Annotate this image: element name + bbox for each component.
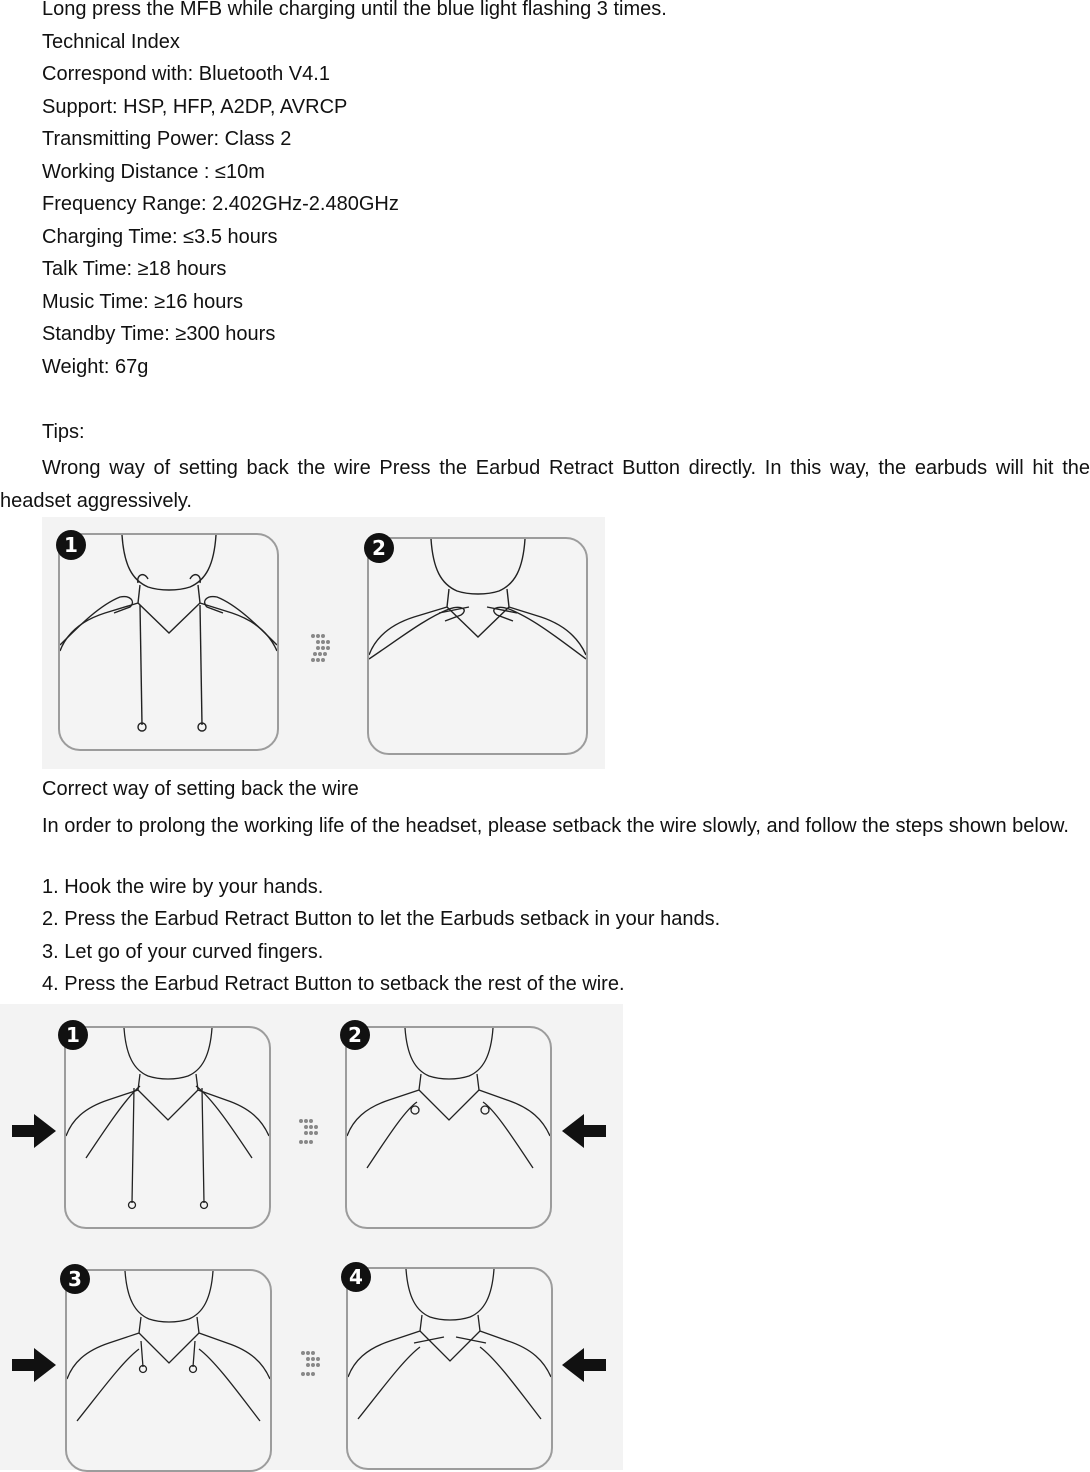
person-wire-illustration bbox=[60, 535, 277, 749]
step-3-text: 3. Let go of your curved fingers. bbox=[42, 941, 324, 963]
reset-instruction: Long press the MFB while charging until the blue light flashing 3 times. bbox=[42, 0, 667, 20]
spec-distance: Working Distance : ≤10m bbox=[42, 161, 265, 183]
person-hands-illustration bbox=[348, 1269, 551, 1468]
step-badge-3: 3 bbox=[60, 1264, 90, 1294]
step-2-text: 2. Press the Earbud Retract Button to let the Earbuds setback in your hands. bbox=[42, 908, 721, 930]
spec-frequency: Frequency Range: 2.402GHz-2.480GHz bbox=[42, 193, 399, 215]
step-badge-1: 1 bbox=[58, 1020, 88, 1050]
step-badge-2: 2 bbox=[340, 1020, 370, 1050]
arrow-left-icon bbox=[562, 1114, 606, 1148]
step-badge-2: 2 bbox=[364, 533, 394, 563]
correct-step-4-panel bbox=[346, 1267, 553, 1470]
person-hands-illustration bbox=[347, 1028, 550, 1227]
correct-step-3-panel bbox=[65, 1269, 272, 1472]
sequence-dots-icon bbox=[310, 633, 336, 665]
correct-intro-text: In order to prolong the working life of the headset, please setback the wire slowly, and follow the steps shown below. bbox=[42, 815, 1069, 837]
arrow-left-icon bbox=[562, 1348, 606, 1382]
spec-music: Music Time: ≥16 hours bbox=[42, 291, 244, 313]
arrow-right-icon bbox=[12, 1348, 56, 1382]
step-badge-1: 1 bbox=[56, 530, 86, 560]
spec-support: Support: HSP, HFP, A2DP, AVRCP bbox=[42, 96, 348, 118]
step-1-text: 1. Hook the wire by your hands. bbox=[42, 876, 324, 898]
spec-bluetooth: Correspond with: Bluetooth V4.1 bbox=[42, 63, 330, 85]
spec-talk: Talk Time: ≥18 hours bbox=[42, 258, 227, 280]
wrong-step-2-panel bbox=[367, 537, 588, 755]
wrong-way-paragraph bbox=[0, 452, 1090, 517]
arrow-right-icon bbox=[12, 1114, 56, 1148]
wrong-step-1-panel bbox=[58, 533, 279, 751]
spec-standby: Standby Time: ≥300 hours bbox=[42, 323, 276, 345]
spec-weight: Weight: 67g bbox=[42, 356, 149, 378]
spec-power: Transmitting Power: Class 2 bbox=[42, 128, 292, 150]
correct-step-1-panel bbox=[64, 1026, 271, 1229]
correct-way-figure bbox=[0, 1004, 623, 1470]
correct-intro-paragraph bbox=[0, 810, 1090, 843]
spec-charging: Charging Time: ≤3.5 hours bbox=[42, 226, 278, 248]
wrong-way-figure bbox=[42, 517, 605, 769]
step-4-text: 4. Press the Earbud Retract Button to setback the rest of the wire. bbox=[42, 973, 625, 995]
tips-heading: Tips: bbox=[42, 421, 85, 443]
person-hands-illustration bbox=[67, 1271, 270, 1470]
person-hands-illustration bbox=[369, 539, 586, 753]
sequence-dots-icon bbox=[298, 1118, 322, 1148]
correct-way-heading: Correct way of setting back the wire bbox=[42, 778, 359, 800]
technical-index-heading: Technical Index bbox=[42, 31, 180, 53]
sequence-dots-icon bbox=[300, 1350, 324, 1380]
person-wire-illustration bbox=[66, 1028, 269, 1227]
wrong-way-text: Wrong way of setting back the wire Press the Earbud Retract Button directly. In this way, the earbuds will hit the headset aggressively. bbox=[0, 457, 1090, 512]
correct-step-2-panel bbox=[345, 1026, 552, 1229]
step-badge-4: 4 bbox=[341, 1262, 371, 1292]
